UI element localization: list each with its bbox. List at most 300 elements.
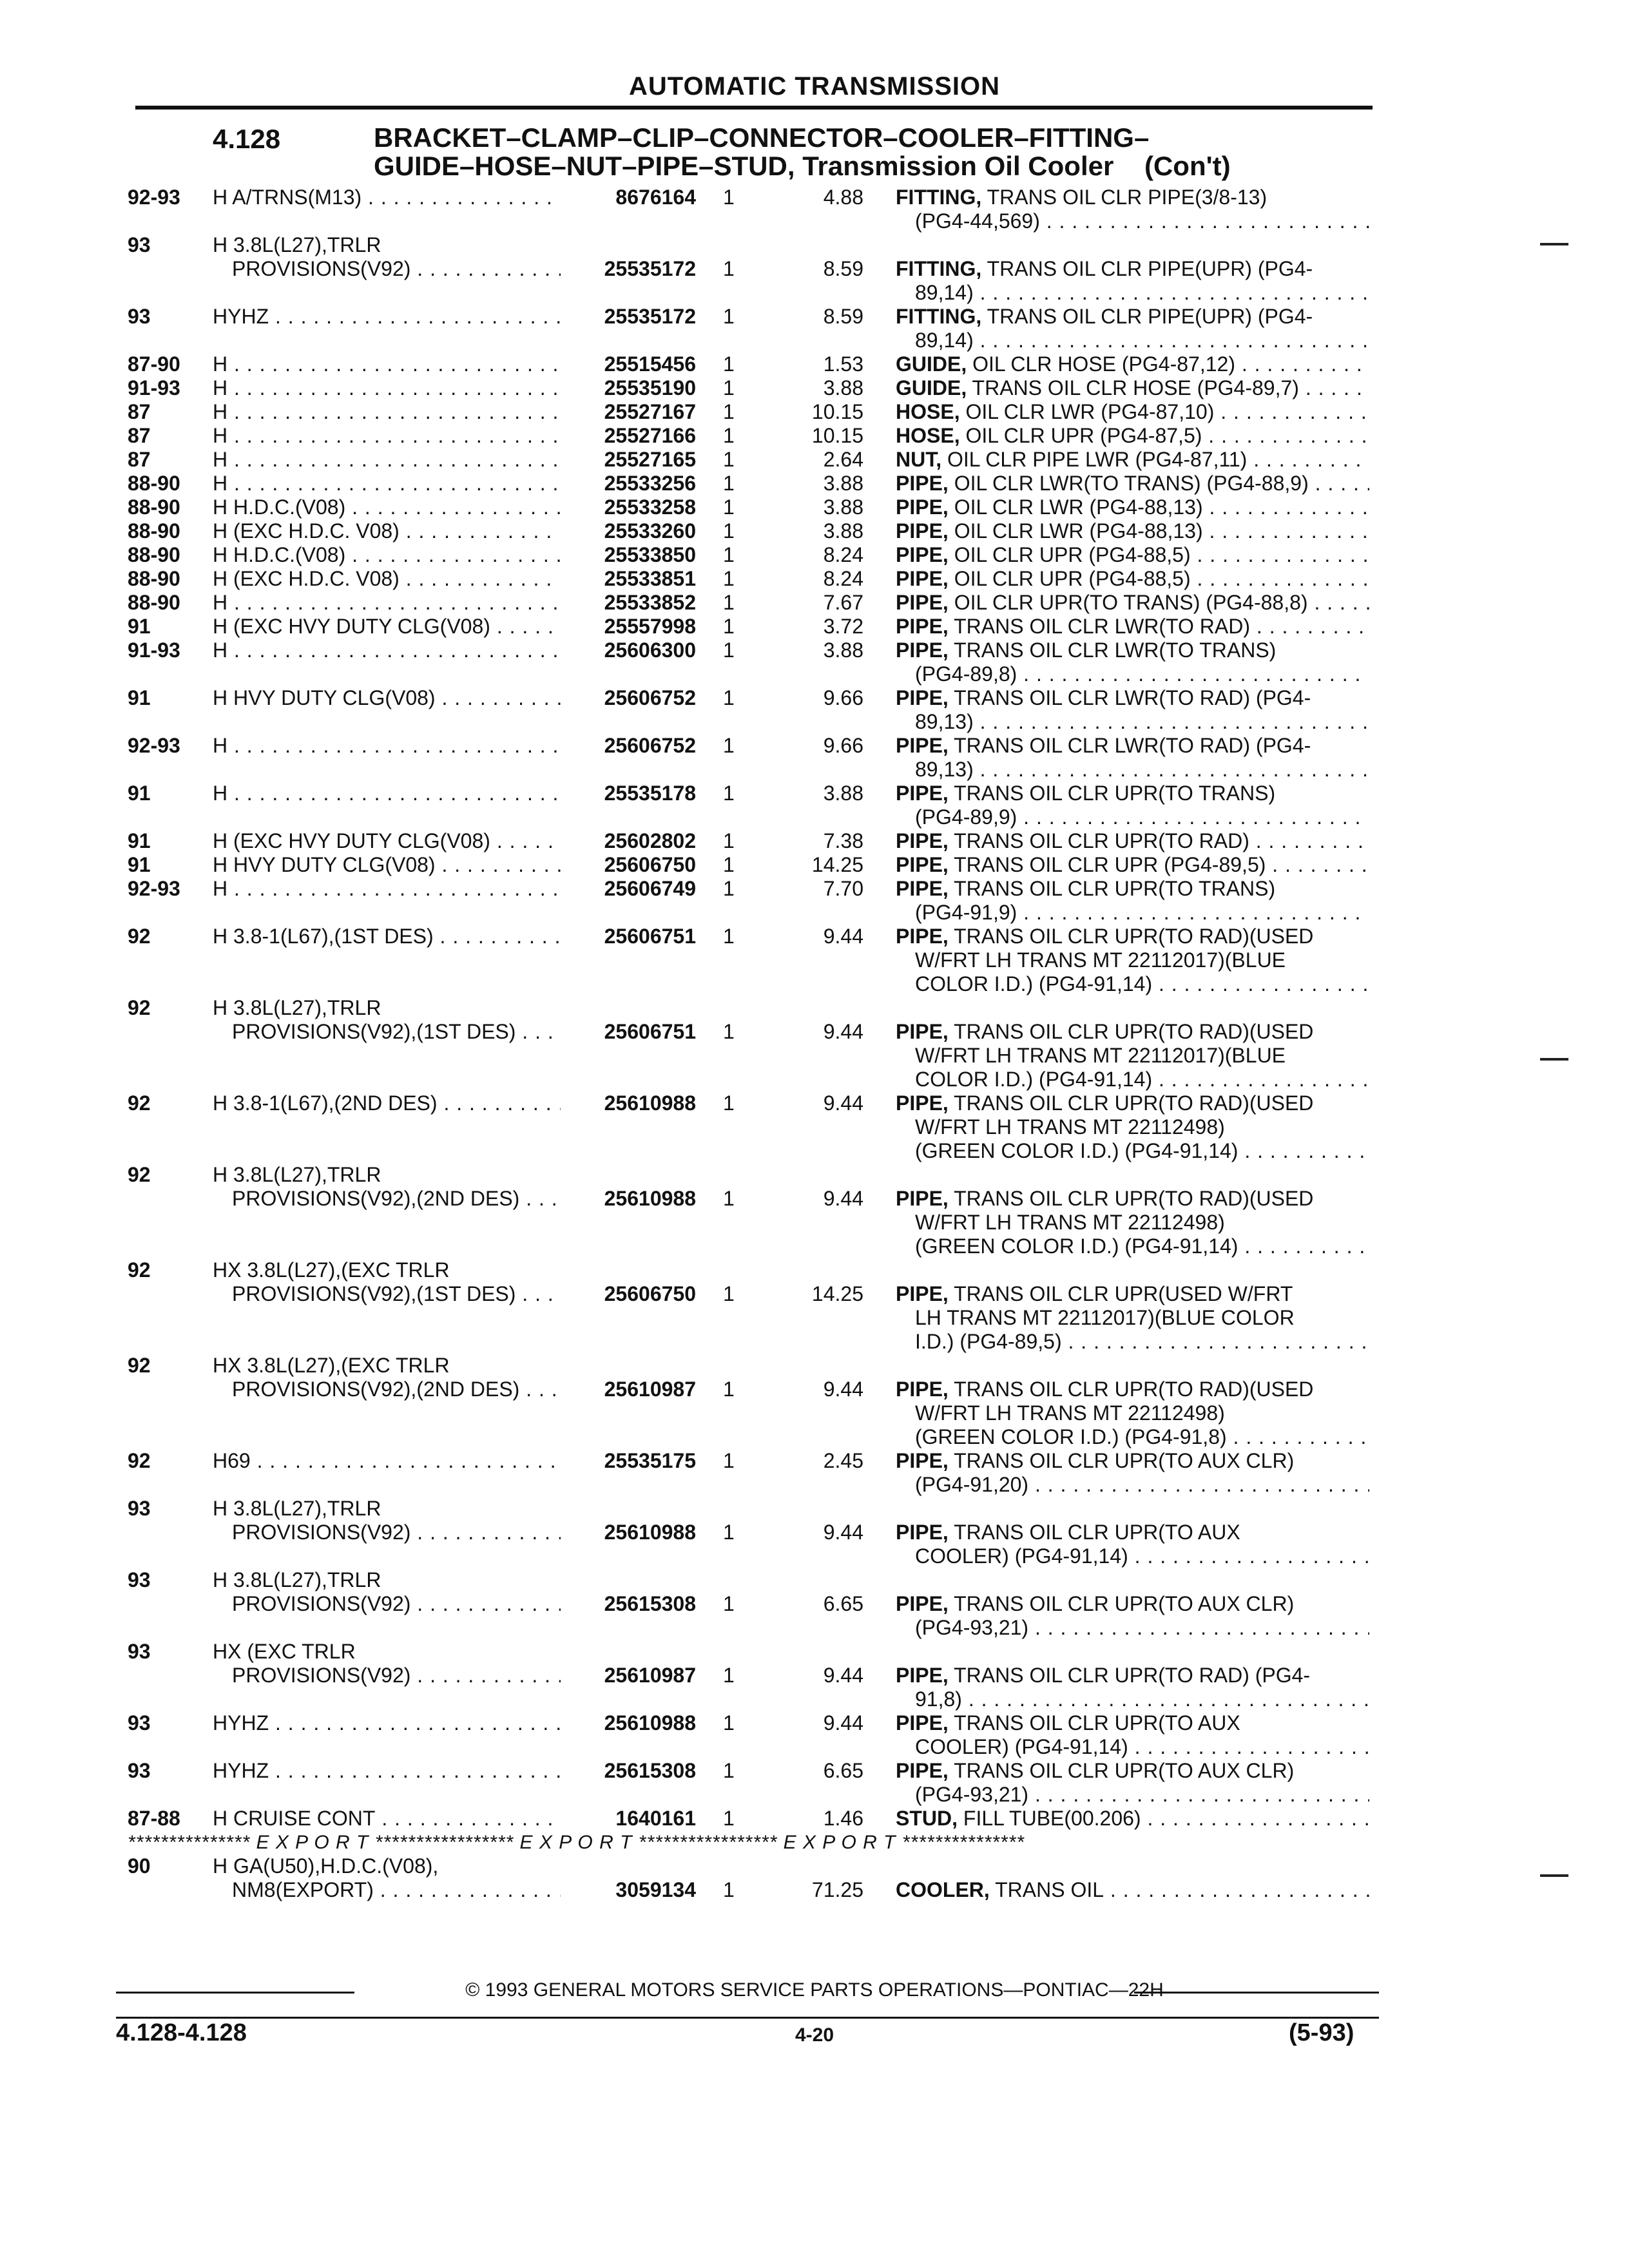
part-number: 25610988: [604, 1711, 696, 1735]
part-number: 25535175: [604, 1449, 696, 1472]
part-noun: PIPE,: [896, 1091, 949, 1115]
table-row: [0, 782, 1629, 829]
application: [213, 1711, 561, 1735]
table-row: [0, 591, 1629, 615]
price: 2.64: [823, 448, 863, 471]
part-number: 25615308: [604, 1592, 696, 1615]
price: 3.88: [823, 639, 863, 662]
margin-mark: [1540, 1874, 1568, 1877]
price: 3.88: [823, 472, 863, 495]
application-line: H HVY DUTY CLG(V08) . . .: [213, 853, 561, 877]
description: [896, 591, 1369, 615]
description-text: TRANS OIL CLR UPR(TO AUX CLR): [948, 1759, 1295, 1782]
section-title-line1: BRACKET–CLAMP–CLIP–CONNECTOR–COOLER–FITTING–: [374, 122, 1150, 153]
quantity: 1: [723, 448, 735, 471]
table-row: [0, 829, 1629, 853]
application: [213, 448, 561, 472]
description: [896, 448, 1369, 472]
price: 6.65: [823, 1759, 863, 1782]
description: [896, 376, 1369, 400]
description-line: [896, 1807, 1369, 1831]
application-line: H CRUISE CONT . . .: [213, 1807, 561, 1831]
quantity: 1: [723, 186, 735, 209]
part-noun: PIPE,: [896, 1282, 949, 1305]
table-row: [0, 1354, 1629, 1449]
quantity: 1: [723, 853, 735, 876]
part-number: 25610988: [604, 1521, 696, 1544]
part-noun: STUD,: [896, 1807, 958, 1830]
description-line: [896, 734, 1369, 758]
description-line: (PG4-89,8) . . .: [896, 662, 1369, 686]
quantity: 1: [723, 400, 735, 423]
quantity: 1: [723, 591, 735, 614]
part-noun: PIPE,: [896, 853, 949, 876]
application: [213, 400, 561, 424]
application-line: H . . .: [213, 424, 561, 448]
application-line: H A/TRNS(M13) . . .: [213, 186, 561, 209]
description-text: TRANS OIL CLR PIPE(UPR) (PG4-: [981, 305, 1313, 328]
footer-rule: [116, 2017, 1379, 2019]
price: 7.67: [823, 591, 863, 614]
application-line: H (EXC HVY DUTY CLG(V08) . . .: [213, 615, 561, 639]
price: 1.46: [823, 1807, 863, 1830]
application-line: H H.D.C.(V08) . . .: [213, 543, 561, 567]
table-row: [0, 853, 1629, 877]
description: [896, 186, 1369, 233]
part-noun: PIPE,: [896, 925, 949, 948]
application-line: H 3.8L(L27),TRLR: [213, 233, 381, 256]
application-line: PROVISIONS(V92),(1ST DES) . . .: [213, 1282, 561, 1306]
part-noun: PIPE,: [896, 782, 949, 805]
part-number: 1640161: [615, 1807, 696, 1830]
model-year: 87: [128, 400, 151, 423]
application: [213, 305, 561, 329]
description-line: 89,14) . . .: [896, 281, 1369, 305]
part-number: 25606300: [604, 639, 696, 662]
part-noun: PIPE,: [896, 1020, 949, 1043]
model-year: 91: [128, 829, 151, 852]
application: [213, 1568, 561, 1616]
description-text: FILL TUBE(00.206): [958, 1807, 1141, 1830]
price: 3.88: [823, 519, 863, 543]
description-text: TRANS OIL: [989, 1878, 1104, 1901]
table-row: [0, 686, 1629, 734]
model-year: 92: [128, 1354, 151, 1377]
application: [213, 472, 561, 495]
price: 10.15: [811, 400, 863, 423]
description-text: TRANS OIL CLR UPR(USED W/FRT: [948, 1282, 1293, 1305]
part-number: 25606750: [604, 853, 696, 876]
application-line: PROVISIONS(V92) . . .: [213, 1521, 561, 1544]
description-line: [896, 257, 1369, 281]
quantity: 1: [723, 1449, 735, 1472]
part-number: 25610987: [604, 1378, 696, 1401]
price: 9.44: [823, 1187, 863, 1210]
quantity: 1: [723, 257, 735, 280]
quantity: 1: [723, 376, 735, 399]
model-year: 91: [128, 782, 151, 805]
part-number: 25610988: [604, 1187, 696, 1210]
margin-mark: [1540, 1058, 1568, 1061]
price: 8.24: [823, 567, 863, 590]
table-row: [0, 567, 1629, 591]
table-row: [0, 877, 1629, 925]
description: [896, 734, 1369, 782]
application: [213, 1759, 561, 1783]
page-header-title: AUTOMATIC TRANSMISSION: [628, 72, 1001, 101]
part-number: 25606750: [604, 1282, 696, 1305]
footer-date-code: (5-93): [1289, 2019, 1354, 2046]
application: [213, 1449, 561, 1473]
part-noun: PIPE,: [896, 591, 949, 614]
description-line: [896, 615, 1369, 639]
section-title-line2: GUIDE–HOSE–NUT–PIPE–STUD,: [374, 151, 795, 181]
description-line: W/FRT LH TRANS MT 22112017)(BLUE: [915, 948, 1286, 972]
table-row: [0, 519, 1629, 543]
model-year: 91: [128, 615, 151, 638]
model-year: 93: [128, 305, 151, 328]
quantity: 1: [723, 472, 735, 495]
application-line: H . . .: [213, 639, 561, 662]
description-line: [896, 472, 1369, 495]
price: 9.44: [823, 1664, 863, 1687]
description: [896, 352, 1369, 376]
table-row: [0, 543, 1629, 567]
application-line: H 3.8L(L27),TRLR: [213, 1568, 381, 1591]
description-line: COLOR I.D.) (PG4-91,14) . . .: [896, 1068, 1369, 1091]
description-line: W/FRT LH TRANS MT 22112017)(BLUE: [915, 1044, 1286, 1067]
description-line: [896, 448, 1369, 472]
description: [896, 829, 1369, 853]
model-year: 91-93: [128, 639, 180, 662]
description-line: [896, 877, 1369, 901]
price: 9.44: [823, 1091, 863, 1115]
description-line: 89,13) . . .: [896, 710, 1369, 734]
application: [213, 853, 561, 877]
description-text: TRANS OIL CLR LWR(TO RAD) (PG4-: [948, 686, 1311, 709]
description: [896, 424, 1369, 448]
description: [896, 567, 1369, 591]
table-row: [0, 1854, 1629, 1902]
description-line: [896, 1521, 1369, 1544]
part-noun: FITTING,: [896, 186, 982, 209]
part-noun: PIPE,: [896, 734, 949, 757]
price: 14.25: [811, 853, 863, 876]
price: 14.25: [811, 1282, 863, 1305]
part-number: 25533260: [604, 519, 696, 543]
part-noun: GUIDE,: [896, 352, 967, 376]
description-line: [896, 519, 1369, 543]
description-line: [896, 686, 1369, 710]
application: [213, 996, 561, 1044]
description-line: [896, 352, 1369, 376]
description-line: [896, 1711, 1369, 1735]
table-row: [0, 352, 1629, 376]
footer-page-number: 4-20: [795, 2024, 834, 2046]
description-text: TRANS OIL CLR PIPE(3/8-13): [981, 186, 1268, 209]
model-year: 92: [128, 1091, 151, 1115]
part-number: 25606751: [604, 1020, 696, 1043]
description-line: W/FRT LH TRANS MT 22112498): [915, 1115, 1225, 1139]
description-text: TRANS OIL CLR UPR(TO TRANS): [948, 877, 1276, 900]
part-noun: PIPE,: [896, 1664, 949, 1687]
application-line: H (EXC H.D.C. V08) . . .: [213, 567, 561, 591]
part-number: 25515456: [604, 352, 696, 376]
description-text: OIL CLR PIPE LWR (PG4-87,11): [941, 448, 1248, 471]
price: 8.59: [823, 257, 863, 280]
part-noun: PIPE,: [896, 1521, 949, 1544]
description-line: [896, 1878, 1369, 1902]
quantity: 1: [723, 543, 735, 566]
description-text: OIL CLR LWR (PG4-88,13): [948, 519, 1203, 543]
part-noun: PIPE,: [896, 615, 949, 638]
application-line: PROVISIONS(V92) . . .: [213, 1592, 561, 1616]
application: [213, 424, 561, 448]
quantity: 1: [723, 1020, 735, 1043]
description-text: TRANS OIL CLR UPR(TO RAD)(USED: [948, 1020, 1314, 1043]
part-number: 25533851: [604, 567, 696, 590]
export-banner: [0, 1831, 1629, 1854]
application-line: H . . .: [213, 376, 561, 400]
application: [213, 1091, 561, 1115]
description-line: 89,13) . . .: [896, 758, 1369, 782]
application: [213, 519, 561, 543]
application: [213, 1640, 561, 1687]
description-text: TRANS OIL CLR UPR (PG4-89,5): [948, 853, 1266, 876]
model-year: 91: [128, 853, 151, 876]
price: 3.88: [823, 782, 863, 805]
footer-section-range: 4.128-4.128: [116, 2019, 247, 2046]
part-number: 25527166: [604, 424, 696, 447]
model-year: 93: [128, 1640, 151, 1663]
table-row: [0, 233, 1629, 305]
price: 3.72: [823, 615, 863, 638]
part-noun: PIPE,: [896, 1378, 949, 1401]
description-text: TRANS OIL CLR LWR(TO RAD): [948, 615, 1251, 638]
application-line: H 3.8-1(L67),(2ND DES) . . .: [213, 1091, 561, 1115]
application-line: H GA(U50),H.D.C.(V08),: [213, 1854, 439, 1878]
description-text: TRANS OIL CLR UPR(TO RAD): [948, 829, 1249, 852]
description-text: TRANS OIL CLR LWR(TO RAD) (PG4-: [948, 734, 1311, 757]
part-number: 25527167: [604, 400, 696, 423]
description: [896, 1878, 1369, 1902]
model-year: 91-93: [128, 376, 180, 399]
description-line: [896, 495, 1369, 519]
description-text: OIL CLR LWR (PG4-88,13): [948, 495, 1203, 519]
description-line: [896, 925, 1369, 948]
table-row: [0, 1759, 1629, 1807]
description-text: TRANS OIL CLR UPR(TO TRANS): [948, 782, 1276, 805]
application-line: H . . .: [213, 877, 561, 901]
description-line: (PG4-91,20) . . .: [896, 1473, 1369, 1497]
description: [896, 1759, 1369, 1807]
part-number: 25533258: [604, 495, 696, 519]
application-line: PROVISIONS(V92),(2ND DES) . . .: [213, 1187, 561, 1211]
application: [213, 1854, 561, 1902]
part-noun: HOSE,: [896, 424, 960, 447]
description-text: OIL CLR UPR (PG4-88,5): [948, 543, 1191, 566]
model-year: 88-90: [128, 591, 180, 614]
quantity: 1: [723, 1187, 735, 1210]
table-row: [0, 472, 1629, 495]
table-row: [0, 615, 1629, 639]
price: 9.44: [823, 1020, 863, 1043]
description-line: [896, 305, 1369, 329]
part-noun: PIPE,: [896, 1449, 949, 1472]
quantity: 1: [723, 615, 735, 638]
quantity: 1: [723, 519, 735, 543]
price: 10.15: [811, 424, 863, 447]
description: [896, 1711, 1369, 1759]
part-number: 25606752: [604, 686, 696, 709]
part-noun: NUT,: [896, 448, 942, 471]
description: [896, 1187, 1369, 1258]
table-row: [0, 734, 1629, 782]
part-number: 25535190: [604, 376, 696, 399]
application-line: H 3.8L(L27),TRLR: [213, 1163, 381, 1186]
part-noun: GUIDE,: [896, 376, 967, 399]
application: [213, 925, 561, 948]
description-line: COOLER) (PG4-91,14) . . .: [896, 1544, 1369, 1568]
description: [896, 1592, 1369, 1640]
price: 3.88: [823, 376, 863, 399]
description-text: OIL CLR UPR(TO TRANS) (PG4-88,8): [948, 591, 1308, 614]
application: [213, 591, 561, 615]
export-banner-text: *************** E X P O R T ***************** E X P O R T ***************** E X P O R T ***************: [128, 1832, 1025, 1853]
price: 7.70: [823, 877, 863, 900]
description-line: [896, 1592, 1369, 1616]
table-row: [0, 424, 1629, 448]
description-text: TRANS OIL CLR UPR(TO AUX: [948, 1521, 1240, 1544]
application: [213, 495, 561, 519]
description: [896, 686, 1369, 734]
part-number: 25533852: [604, 591, 696, 614]
application: [213, 567, 561, 591]
model-year: 93: [128, 1568, 151, 1591]
description-text: TRANS OIL CLR PIPE(UPR) (PG4-: [981, 257, 1313, 280]
part-number: 25606749: [604, 877, 696, 900]
description-line: [896, 400, 1369, 424]
model-year: 88-90: [128, 519, 180, 543]
description: [896, 1807, 1369, 1831]
price: 71.25: [811, 1878, 863, 1901]
description-line: [896, 782, 1369, 805]
application-line: H H.D.C.(V08) . . .: [213, 495, 561, 519]
part-noun: PIPE,: [896, 686, 949, 709]
margin-mark: [1540, 243, 1568, 245]
model-year: 88-90: [128, 495, 180, 519]
description-line: [896, 1187, 1369, 1211]
price: 9.44: [823, 1378, 863, 1401]
price: 3.88: [823, 495, 863, 519]
quantity: 1: [723, 1664, 735, 1687]
table-row: [0, 925, 1629, 996]
price: 9.44: [823, 1711, 863, 1735]
description-text: TRANS OIL CLR UPR(TO RAD) (PG4-: [948, 1664, 1311, 1687]
part-number: 25610987: [604, 1664, 696, 1687]
price: 7.38: [823, 829, 863, 852]
table-row: [0, 186, 1629, 233]
model-year: 88-90: [128, 472, 180, 495]
price: 1.53: [823, 352, 863, 376]
quantity: 1: [723, 925, 735, 948]
price: 9.66: [823, 686, 863, 709]
price: 4.88: [823, 186, 863, 209]
quantity: 1: [723, 1711, 735, 1735]
table-row: [0, 495, 1629, 519]
description-line: LH TRANS MT 22112017)(BLUE COLOR: [915, 1306, 1295, 1329]
table-row: [0, 1091, 1629, 1163]
application-line: H (EXC H.D.C. V08) . . .: [213, 519, 561, 543]
model-year: 87: [128, 448, 151, 471]
part-number: 25602802: [604, 829, 696, 852]
application-line: PROVISIONS(V92),(2ND DES) . . .: [213, 1378, 561, 1401]
table-row: [0, 996, 1629, 1091]
description: [896, 615, 1369, 639]
application-line: H HVY DUTY CLG(V08) . . .: [213, 686, 561, 710]
description: [896, 925, 1369, 996]
table-row: [0, 1497, 1629, 1568]
part-noun: FITTING,: [896, 257, 982, 280]
description: [896, 1521, 1369, 1568]
part-noun: PIPE,: [896, 472, 949, 495]
description-line: (GREEN COLOR I.D.) (PG4-91,14) . . .: [896, 1139, 1369, 1163]
part-noun: PIPE,: [896, 829, 949, 852]
description-text: TRANS OIL CLR LWR(TO TRANS): [948, 639, 1277, 662]
part-number: 25557998: [604, 615, 696, 638]
application: [213, 1497, 561, 1544]
price: 8.59: [823, 305, 863, 328]
application: [213, 1163, 561, 1211]
application-line: H 3.8L(L27),TRLR: [213, 996, 381, 1019]
part-noun: PIPE,: [896, 877, 949, 900]
description-text: OIL CLR LWR (PG4-87,10): [959, 400, 1215, 423]
description: [896, 257, 1369, 305]
description: [896, 1282, 1369, 1354]
application: [213, 639, 561, 662]
model-year: 87-90: [128, 352, 180, 376]
description: [896, 1449, 1369, 1497]
application-line: H . . .: [213, 472, 561, 495]
part-noun: PIPE,: [896, 543, 949, 566]
description: [896, 1664, 1369, 1711]
description-text: TRANS OIL CLR UPR(TO AUX CLR): [948, 1592, 1295, 1615]
description: [896, 639, 1369, 686]
model-year: 93: [128, 1759, 151, 1782]
model-year: 88-90: [128, 567, 180, 590]
quantity: 1: [723, 877, 735, 900]
quantity: 1: [723, 1759, 735, 1782]
application: [213, 543, 561, 567]
table-row: [0, 448, 1629, 472]
description: [896, 782, 1369, 829]
quantity: 1: [723, 829, 735, 852]
price: 9.44: [823, 1521, 863, 1544]
table-row: [0, 376, 1629, 400]
description-line: [896, 567, 1369, 591]
price: 9.44: [823, 925, 863, 948]
description-line: [896, 1664, 1369, 1687]
model-year: 92-93: [128, 734, 180, 757]
description-line: [896, 1020, 1369, 1044]
description: [896, 305, 1369, 352]
description-line: [896, 1282, 1369, 1306]
application: [213, 1354, 561, 1401]
model-year: 87-88: [128, 1807, 180, 1830]
description-text: OIL CLR HOSE (PG4-87,12): [967, 352, 1235, 376]
description-line: COOLER) (PG4-91,14) . . .: [896, 1735, 1369, 1759]
model-year: 87: [128, 424, 151, 447]
